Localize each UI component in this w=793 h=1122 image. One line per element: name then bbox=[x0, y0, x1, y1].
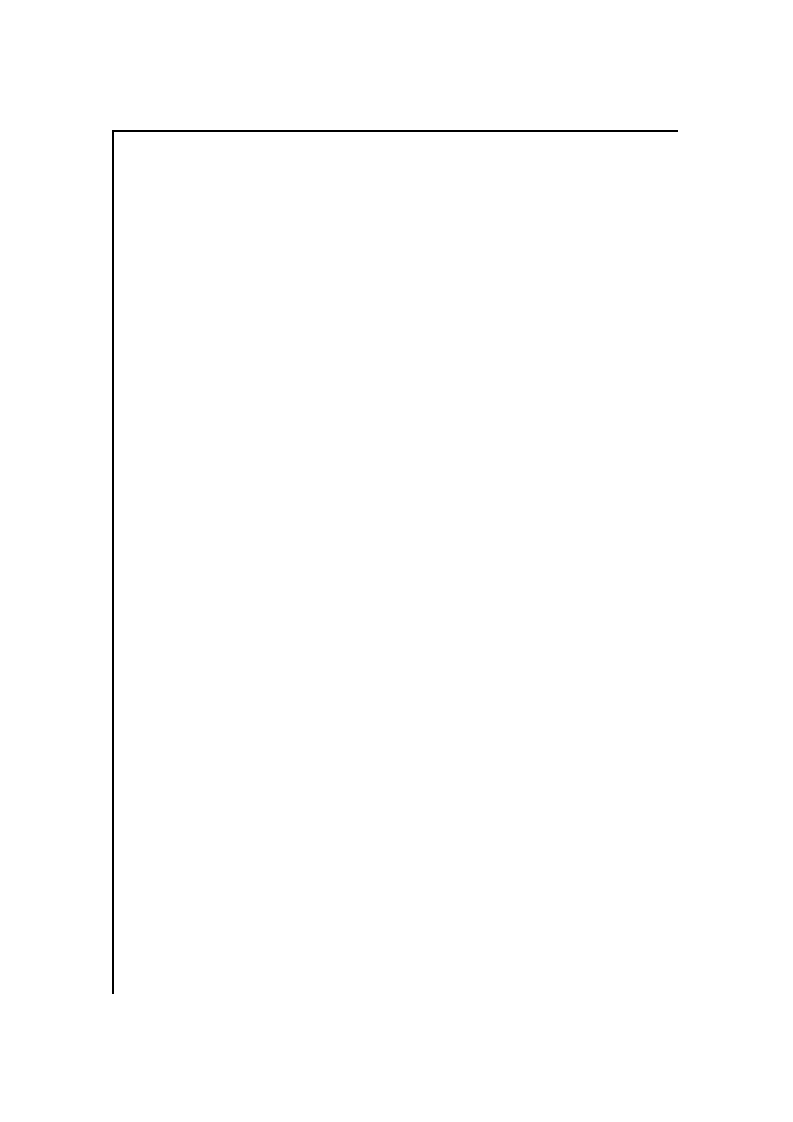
key-function-table bbox=[112, 130, 678, 994]
